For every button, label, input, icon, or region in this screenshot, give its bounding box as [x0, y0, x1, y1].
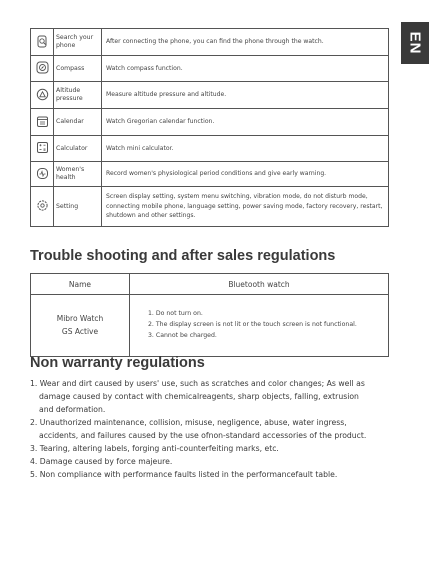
warranty-heading: Non warranty regulations	[30, 355, 205, 371]
warranty-line: damage caused by contact with chemicalreagents, sharp objects, falling, extrusion	[39, 392, 359, 401]
feature-name: Altitude pressure	[54, 82, 102, 109]
feature-row	[31, 56, 389, 82]
warranty-list	[30, 377, 392, 481]
compass-icon	[36, 61, 49, 74]
warranty-line: 1. Wear and dirt caused by users' use, such as scratches and color changes; As well as	[30, 379, 365, 388]
trouble-heading: Trouble shooting and after sales regulations	[30, 248, 336, 264]
feature-desc: Watch compass function.	[102, 56, 389, 82]
trouble-table	[30, 273, 389, 357]
warranty-line: 2. Unauthorized maintenance, collision, misuse, negligence, abuse, water ingress,	[30, 418, 347, 427]
feature-desc: Measure altitude pressure and altitude.	[102, 82, 389, 109]
product-name-cell	[31, 295, 130, 357]
name-column-header: Name	[31, 274, 130, 295]
feature-row	[31, 187, 389, 227]
warranty-line: accidents, and failures caused by the use ofnon-standard accessories of the product.	[39, 431, 367, 440]
feature-name: Search your phone	[54, 29, 102, 56]
language-tab	[401, 22, 429, 64]
feature-row	[31, 82, 389, 109]
issue-item: 2. The display screen is not lit or the touch screen is not functional.	[148, 321, 357, 329]
womens-health-icon	[36, 167, 49, 180]
warranty-line: 4. Damage caused by force majeure.	[30, 457, 173, 466]
feature-name: Setting	[54, 187, 102, 227]
altitude-icon	[36, 88, 49, 101]
feature-desc: Screen display setting, system menu switching, vibration mode, do not disturb mode, connecting mobile phone, language setting, power saving mode, factory recovery, restart, shutdown and other settings.	[102, 187, 389, 227]
feature-desc: After connecting the phone, you can find the phone through the watch.	[102, 29, 389, 56]
issues-cell	[130, 295, 389, 357]
feature-row	[31, 109, 389, 136]
calculator-icon	[36, 141, 49, 154]
issue-item: 3. Cannot be charged.	[148, 331, 217, 339]
feature-name: Women's health	[54, 162, 102, 187]
trouble-header-row	[31, 274, 389, 295]
trouble-row	[31, 295, 389, 357]
feature-desc: Record women's physiological period conditions and give early warning.	[102, 162, 389, 187]
language-label: EN	[406, 31, 424, 55]
product-name-line: Mibro Watch	[56, 314, 104, 324]
settings-icon	[36, 199, 49, 212]
product-name-line: GS Active	[61, 326, 99, 336]
feature-row	[31, 136, 389, 162]
feature-desc: Watch Gregorian calendar function.	[102, 109, 389, 136]
product-column-header: Bluetooth watch	[130, 274, 389, 295]
warranty-line: 5. Non compliance with performance faults listed in the performancefault table.	[30, 470, 338, 479]
feature-row	[31, 29, 389, 56]
feature-row	[31, 162, 389, 187]
warranty-line: 3. Tearing, altering labels, forging anti-counterfeiting marks, etc.	[30, 444, 279, 453]
feature-name: Calendar	[54, 109, 102, 136]
search-phone-icon	[36, 35, 49, 48]
calendar-icon	[36, 115, 49, 128]
feature-name: Compass	[54, 56, 102, 82]
warranty-line: and deformation.	[39, 405, 106, 414]
issue-item: 1. Do not turn on.	[148, 310, 203, 318]
feature-table	[30, 28, 389, 227]
feature-name: Calculator	[54, 136, 102, 162]
feature-desc: Watch mini calculator.	[102, 136, 389, 162]
